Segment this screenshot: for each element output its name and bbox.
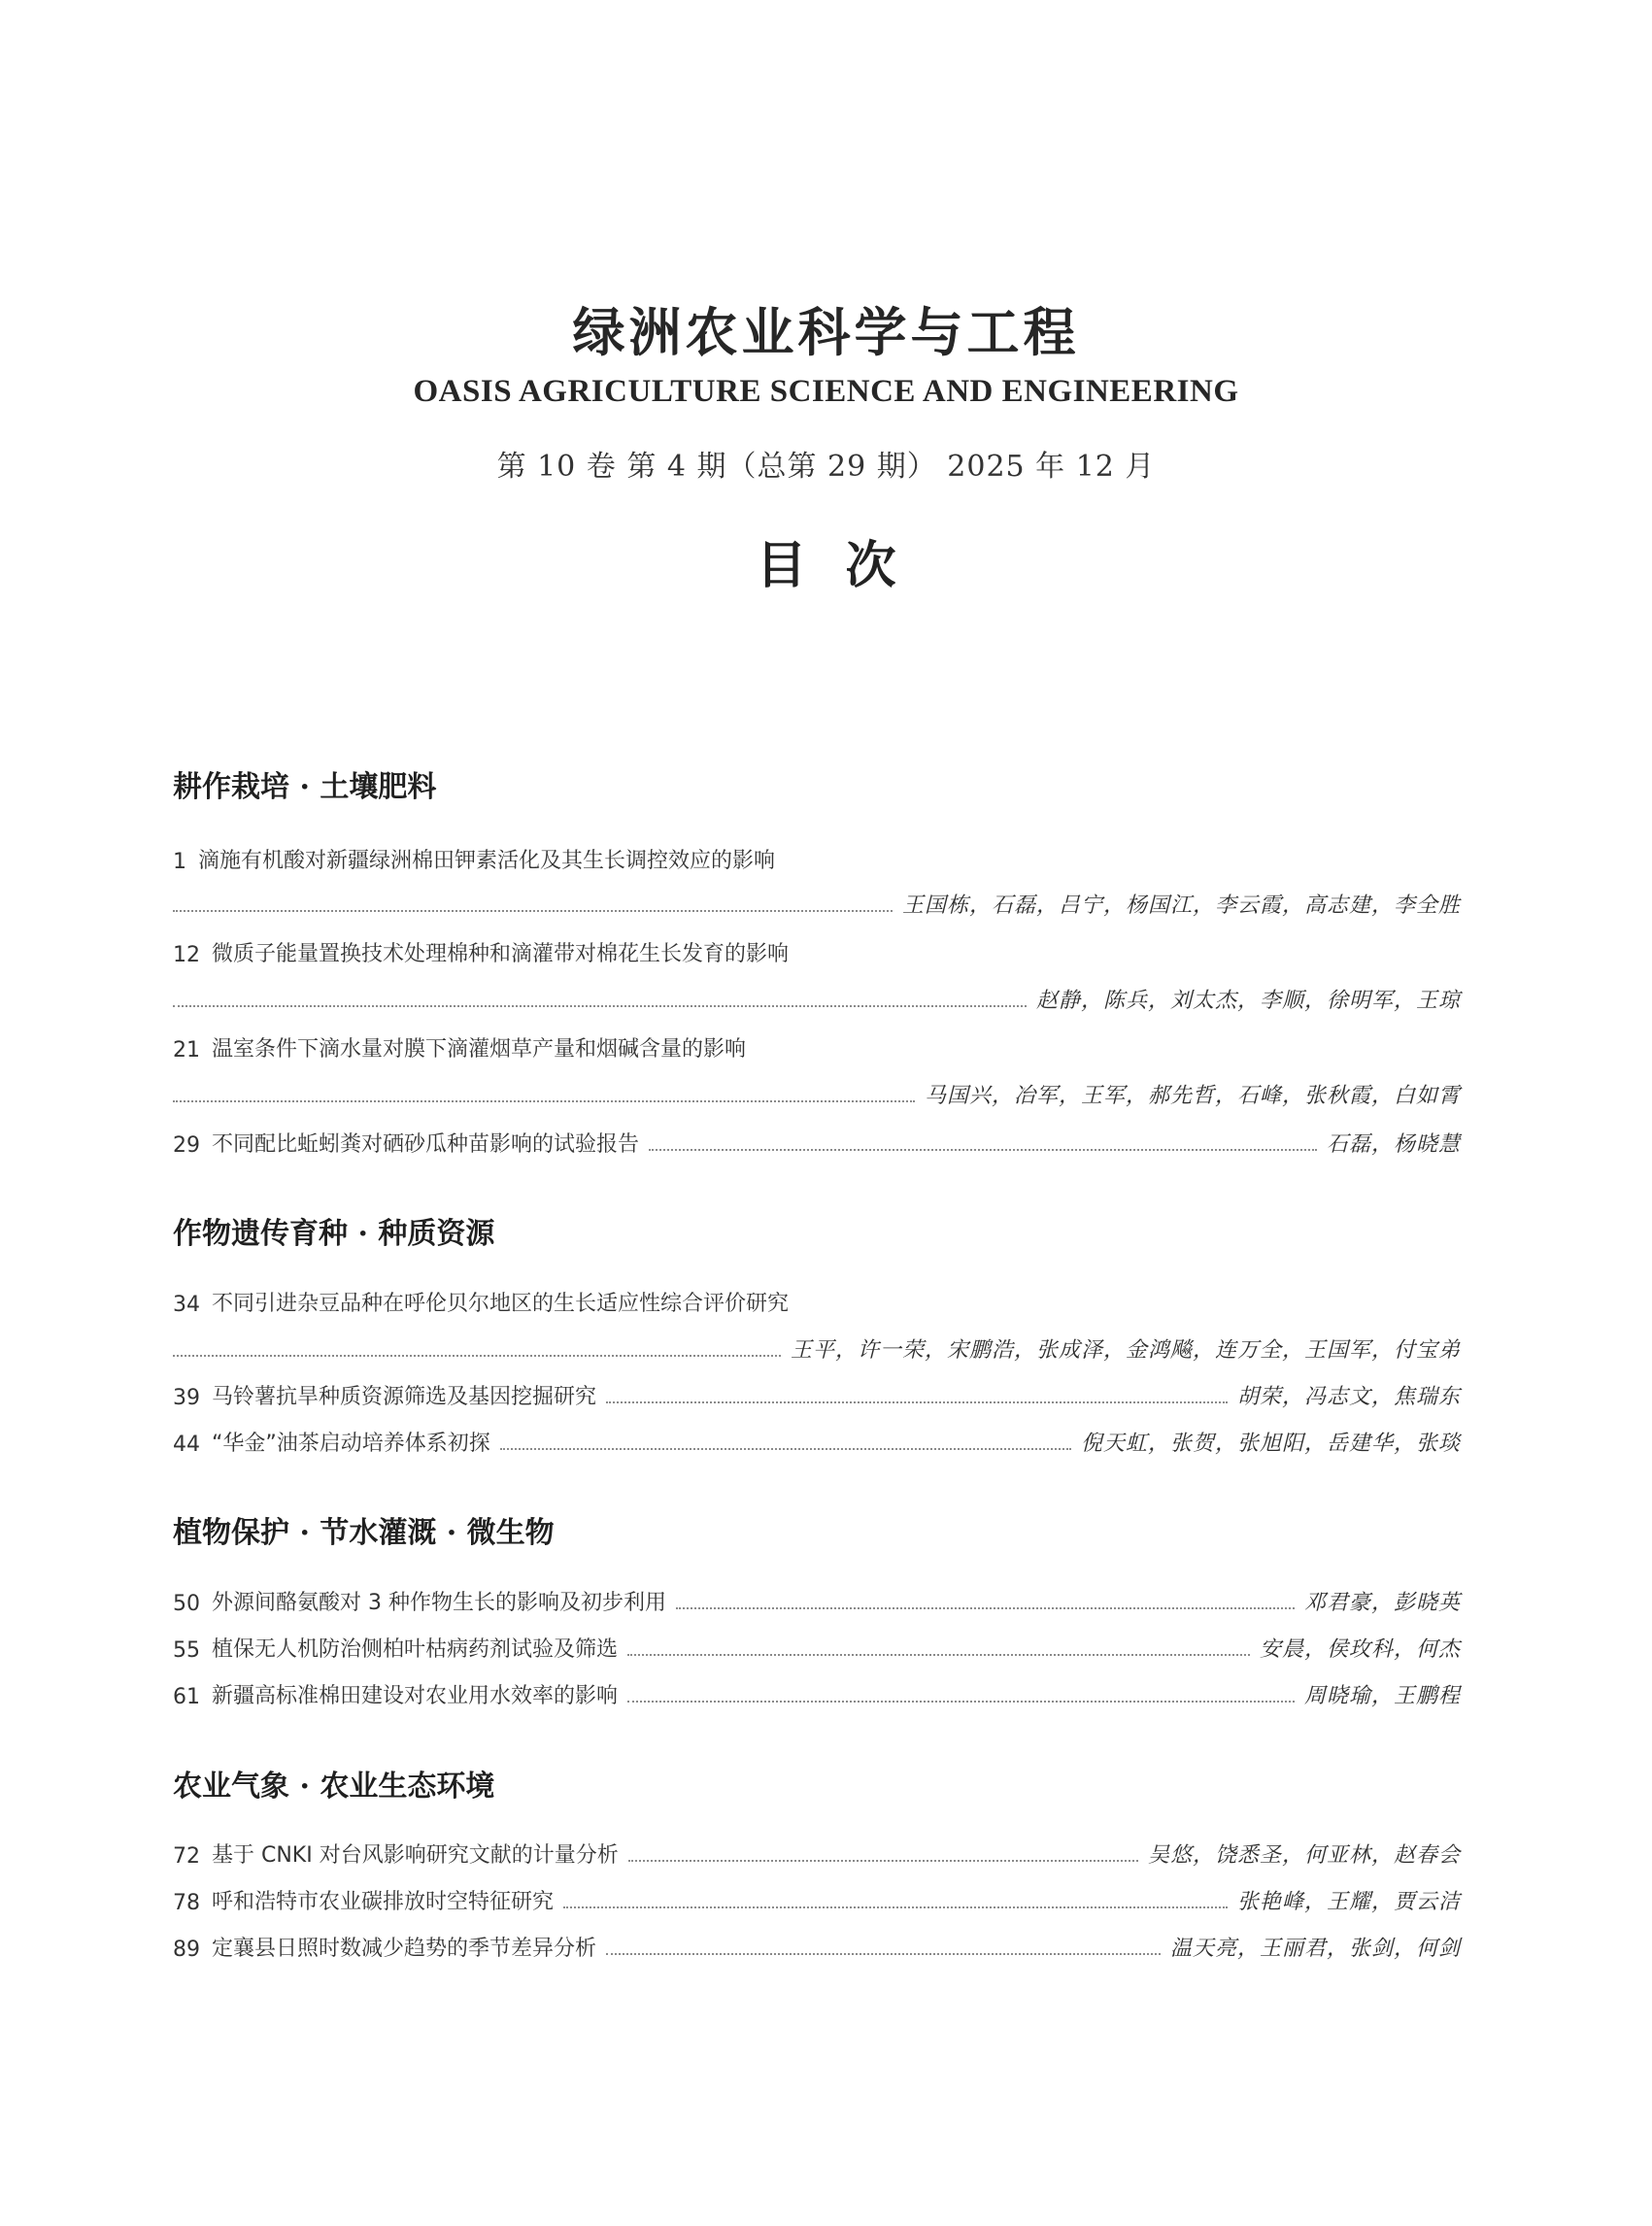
toc-entry-author-line xyxy=(173,886,1461,919)
entry-title: 微质子能量置换技术处理棉种和滴灌带对棉花生长发育的影响 xyxy=(212,942,790,966)
section-title: 植物保护 · 节水灌溉 · 微生物 xyxy=(173,1516,555,1550)
entry-page-number: 39 xyxy=(173,1386,200,1410)
toc-entry[interactable] xyxy=(173,1377,1461,1410)
section-title: 农业气象 · 农业生态环境 xyxy=(173,1770,495,1804)
entry-page-number: 78 xyxy=(173,1891,200,1915)
toc-entry-title-line[interactable] xyxy=(173,1284,1461,1317)
toc-entry[interactable] xyxy=(173,1929,1461,1962)
entry-page-number: 50 xyxy=(173,1592,200,1616)
entry-page-number: 61 xyxy=(173,1685,200,1709)
entry-authors: 吴悠，饶悉圣，何亚林，赵春会 xyxy=(1147,1843,1461,1868)
dot-leader xyxy=(628,1860,1138,1862)
entry-authors: 王平，许一荣，宋鹏浩，张成泽，金鸿飚，连万全，王国军，付宝弟 xyxy=(790,1338,1461,1363)
entry-title: 基于 CNKI 对台风影响研究文献的计量分析 xyxy=(212,1843,619,1868)
entry-title: 滴施有机酸对新疆绿洲棉田钾素活化及其生长调控效应的影响 xyxy=(198,849,776,873)
entry-title: 植保无人机防治侧柏叶枯病药剂试验及筛选 xyxy=(212,1637,619,1662)
journal-title-cn: 绿洲农业科学与工程 xyxy=(572,301,1080,363)
journal-title-en: OASIS AGRICULTURE SCIENCE AND ENGINEERING xyxy=(413,374,1239,409)
toc-entry-title-line[interactable] xyxy=(173,934,1461,967)
entry-authors: 赵静，陈兵，刘太杰，李顺，徐明军，王琼 xyxy=(1035,989,1461,1013)
dot-leader xyxy=(173,1355,781,1357)
entry-authors: 石磊，杨晓慧 xyxy=(1326,1132,1461,1157)
toc-entry-author-line xyxy=(173,981,1461,1014)
dot-leader xyxy=(500,1448,1071,1450)
entry-authors: 马国兴，冶军，王军，郝先哲，石峰，张秋霞，白如霄 xyxy=(924,1084,1461,1108)
entry-authors: 胡荣，冯志文，焦瑞东 xyxy=(1236,1385,1461,1409)
toc-entry-title-line[interactable] xyxy=(173,841,1461,874)
entry-authors: 周晓瑜，王鹏程 xyxy=(1303,1684,1461,1708)
toc-entry[interactable] xyxy=(173,1882,1461,1915)
dot-leader xyxy=(173,1100,915,1102)
toc-entry[interactable] xyxy=(173,1125,1461,1158)
toc-entry[interactable] xyxy=(173,1630,1461,1663)
dot-leader xyxy=(173,1005,1027,1007)
entry-authors: 倪天虹，张贺，张旭阳，岳建华，张琰 xyxy=(1080,1432,1461,1456)
entry-page-number: 21 xyxy=(173,1038,200,1062)
toc-entry[interactable] xyxy=(173,1424,1461,1457)
section-title: 作物遗传育种 · 种质资源 xyxy=(173,1217,495,1251)
entry-authors: 张艳峰，王耀，贾云洁 xyxy=(1236,1890,1461,1914)
dot-leader xyxy=(606,1401,1228,1403)
entry-page-number: 72 xyxy=(173,1844,200,1869)
toc-entry[interactable] xyxy=(173,1836,1461,1869)
entry-authors: 安晨，侯玫科，何杰 xyxy=(1259,1637,1461,1662)
entry-page-number: 12 xyxy=(173,943,200,967)
entry-title: 不同配比蚯蚓粪对硒砂瓜种苗影响的试验报告 xyxy=(212,1132,640,1157)
toc-entry-author-line xyxy=(173,1331,1461,1364)
entry-authors: 邓君豪，彭晓英 xyxy=(1303,1591,1461,1615)
entry-page-number: 1 xyxy=(173,850,186,874)
toc-entry-title-line[interactable] xyxy=(173,1029,1461,1062)
entry-title: “华金”油茶启动培养体系初探 xyxy=(212,1432,490,1456)
entry-title: 马铃薯抗旱种质资源筛选及基因挖掘研究 xyxy=(212,1385,597,1409)
dot-leader xyxy=(563,1906,1228,1908)
entry-title: 外源间酪氨酸对 3 种作物生长的影响及初步利用 xyxy=(212,1591,666,1615)
entry-title: 呼和浩特市农业碳排放时空特征研究 xyxy=(212,1890,555,1914)
toc-entry-author-line xyxy=(173,1076,1461,1109)
dot-leader xyxy=(676,1607,1295,1609)
toc-entry[interactable] xyxy=(173,1676,1461,1709)
entry-page-number: 29 xyxy=(173,1133,200,1158)
toc-entry[interactable] xyxy=(173,1583,1461,1616)
dot-leader xyxy=(173,910,893,912)
dot-leader xyxy=(649,1149,1317,1151)
entry-page-number: 55 xyxy=(173,1638,200,1663)
dot-leader xyxy=(606,1953,1161,1955)
dot-leader xyxy=(627,1654,1250,1656)
issue-line: 第 10 卷 第 4 期（总第 29 期） 2025 年 12 月 xyxy=(496,450,1156,484)
entry-page-number: 89 xyxy=(173,1938,200,1962)
entry-title: 不同引进杂豆品种在呼伦贝尔地区的生长适应性综合评价研究 xyxy=(212,1292,790,1316)
entry-authors: 温天亮，王丽君，张剑，何剑 xyxy=(1169,1937,1461,1961)
entry-authors: 王国栋，石磊，吕宁，杨国江，李云霞，高志建，李全胜 xyxy=(901,894,1461,918)
toc-heading: 目次 xyxy=(756,536,935,595)
entry-title: 定襄县日照时数减少趋势的季节差异分析 xyxy=(212,1937,597,1961)
entry-page-number: 34 xyxy=(173,1293,200,1317)
entry-title: 温室条件下滴水量对膜下滴灌烟草产量和烟碱含量的影响 xyxy=(212,1037,747,1062)
dot-leader xyxy=(627,1701,1295,1703)
entry-page-number: 44 xyxy=(173,1433,200,1457)
section-title: 耕作栽培 · 土壤肥料 xyxy=(173,770,437,804)
entry-title: 新疆高标准棉田建设对农业用水效率的影响 xyxy=(212,1684,619,1708)
